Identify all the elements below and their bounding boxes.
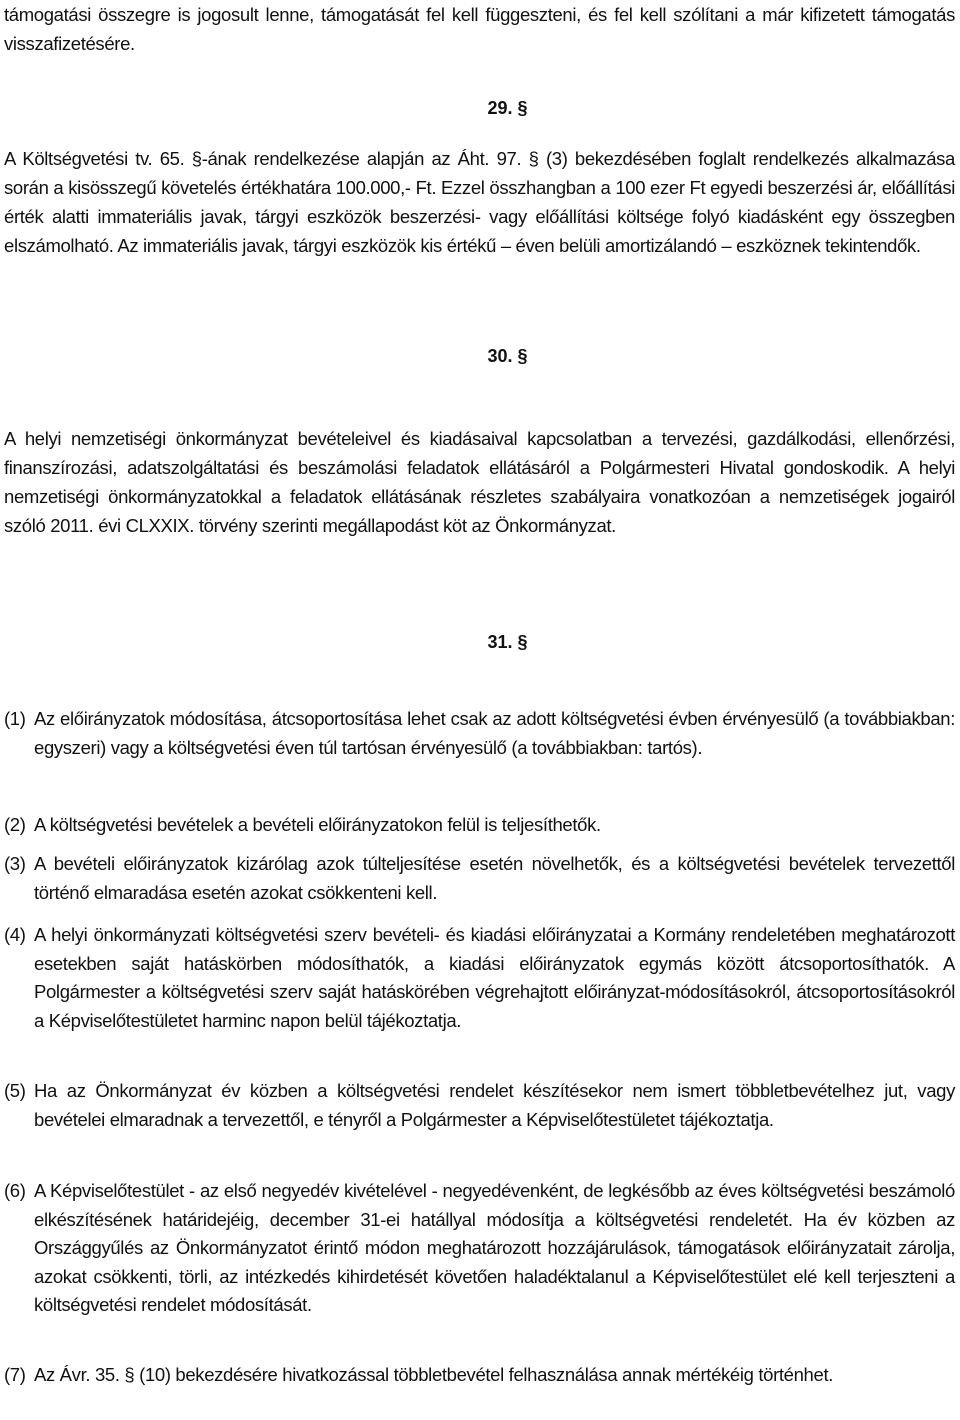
item-number: (7) xyxy=(4,1364,26,1385)
section-29-body-block xyxy=(4,144,955,260)
section-heading-31: 31. § xyxy=(487,632,528,652)
item-text: A bevételi előirányzatok kizárólag azok túlteljesítése esetén növelhetők, és a költségvetési bevételek tervezettől történő elmaradása esetén azokat csökkenteni kell. xyxy=(34,853,955,903)
section-29-heading-block xyxy=(4,96,955,120)
section-heading-30: 30. § xyxy=(487,346,528,366)
item-number: (1) xyxy=(4,708,26,729)
item-number: (3) xyxy=(4,853,26,874)
item-text: Az Ávr. 35. § (10) bekezdésére hivatkozással többletbevétel felhasználása annak mértékéig történhet. xyxy=(34,1364,834,1385)
section-30-text: A helyi nemzetiségi önkormányzat bevételeivel és kiadásaival kapcsolatban a tervezési, gazdálkodási, ellenőrzési, finanszírozási, adatszolgáltatási és beszámolási feladatok ellátásáról a Polgármesteri Hivatal gondoskodik. A helyi nemzetiségi önkormányzatokkal a feladatok ellátásának részletes szabályaira vonatkozóan a nemzetiségek jogairól szóló 2011. évi CLXXIX. törvény szerinti megállapodást köt az Önkormányzat. xyxy=(4,428,955,536)
intro-paragraph: támogatási összegre is jogosult lenne, támogatását fel kell függeszteni, és fel kell szólítani a már kifizetett támogatás visszafizetésére. xyxy=(4,4,955,54)
section-31-item-3 xyxy=(4,850,955,907)
item-number: (2) xyxy=(4,814,26,835)
intro-paragraph-block xyxy=(4,0,955,58)
section-31-item-2 xyxy=(4,811,955,840)
item-text: A Képviselőtestület - az első negyedév kivételével - negyedévenként, de legkésőbb az éves költségvetési beszámoló elkészítésének határidejéig, december 31-ei hatállyal módosítja a költségvetési rendeletét. Ha év közben az Országgyűlés az Önkormányzatot érintő módon meghatározott hozzájárulások, támogatások előirányzatait zárolja, azokat csökkenti, törli, az intézkedés kihirdetését követően haladéktalanul a Képviselőtestület elé kell terjeszteni a költségvetési rendelet módosítását. xyxy=(34,1180,955,1315)
item-number: (6) xyxy=(4,1180,26,1201)
section-29-text: A Költségvetési tv. 65. §-ának rendelkezése alapján az Áht. 97. § (3) bekezdésében foglalt rendelkezés alkalmazása során a kisösszegű követelés értékhatára 100.000,- Ft. Ezzel összhangban a 100 ezer Ft egyedi beszerzési ár, előállítási érték alatti immateriális javak, tárgyi eszközök beszerzési- vagy előállítási költsége folyó kiadásként egy összegben elszámolható. Az immateriális javak, tárgyi eszközök kis értékű – éven belüli amortizálandó – eszköznek tekintendők. xyxy=(4,148,955,256)
item-text: A költségvetési bevételek a bevételi előirányzatokon felül is teljesíthetők. xyxy=(34,814,601,835)
section-31-item-5 xyxy=(4,1077,955,1134)
section-31-item-7 xyxy=(4,1361,955,1390)
section-31-item-1 xyxy=(4,705,955,762)
item-text: A helyi önkormányzati költségvetési szerv bevételi- és kiadási előirányzatai a Kormány rendeletében meghatározott esetekben saját hatáskörben módosíthatók, a kiadási előirányzatok egymás között átcsoportosíthatók. A Polgármester a költségvetési szerv saját hatáskörében végrehajtott előirányzat-módosításokról, átcsoportosításokról a Képviselőtestületet harminc napon belül tájékoztatja. xyxy=(34,924,955,1031)
section-30-body-block xyxy=(4,424,955,540)
item-text: Ha az Önkormányzat év közben a költségvetési rendelet készítésekor nem ismert többletbevételhez jut, vagy bevételei elmaradnak a tervezettől, e tényről a Polgármester a Képviselőtestületet tájékoztatja. xyxy=(34,1080,955,1130)
item-text: Az előirányzatok módosítása, átcsoportosítása lehet csak az adott költségvetési évben érvényesülő (a továbbiakban: egyszeri) vagy a költségvetési éven túl tartósan érvényesülő (a továbbiakban: tartós). xyxy=(34,708,955,758)
section-31-item-6 xyxy=(4,1177,955,1320)
section-30-heading-block xyxy=(4,344,955,368)
section-31-item-4 xyxy=(4,921,955,1035)
section-heading-29: 29. § xyxy=(487,98,528,118)
item-number: (4) xyxy=(4,924,26,945)
item-number: (5) xyxy=(4,1080,26,1101)
section-31-heading-block xyxy=(4,630,955,654)
